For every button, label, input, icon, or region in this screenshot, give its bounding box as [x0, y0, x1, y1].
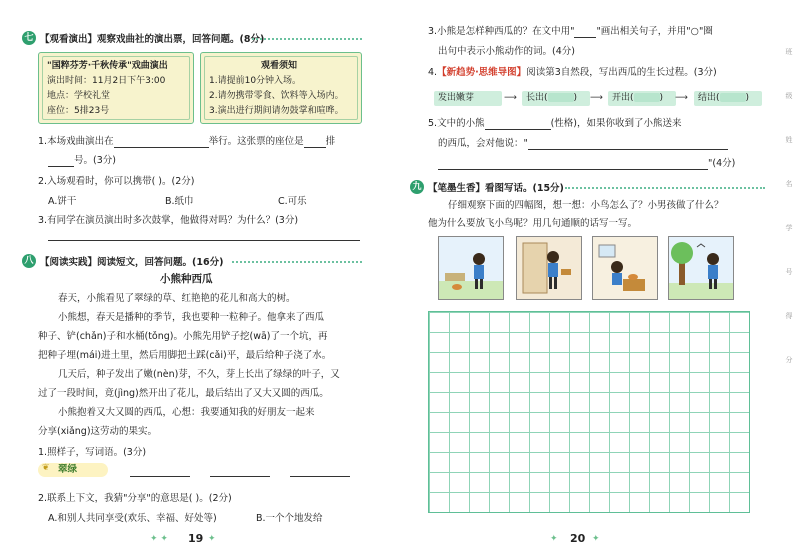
- question-8-1: 1.照样子，写词语。(3分): [38, 447, 147, 458]
- question-8-3-cont: 出句中表示小熊动作的词。(4分): [438, 46, 575, 57]
- answer-blank[interactable]: [304, 147, 326, 148]
- picture-2-boy-carries-bird: [516, 236, 582, 300]
- question-8-5: 5.文中的小熊 (性格)，如果你收到了小熊送来: [428, 118, 682, 129]
- story-paragraph: 小熊抱着又大又圆的西瓜，心想：我要通知我的好朋友一起来: [58, 407, 315, 418]
- answer-line[interactable]: [48, 230, 360, 241]
- question-8-5-cont: 的西瓜，会对他说：": [438, 137, 728, 150]
- story-title: 小熊种西瓜: [160, 273, 213, 285]
- question-8-4: 4.【新趋势·思维导图】阅读第3自然段，写出西瓜的生长过程。(3分): [428, 67, 717, 78]
- right-page: [400, 0, 800, 556]
- viewing-notice: [200, 52, 362, 124]
- leaf-icon: ✦: [208, 534, 216, 544]
- arrow-right-icon: ⟶: [675, 93, 688, 103]
- answer-blank[interactable]: [485, 129, 551, 130]
- question-8-2: 2.联系上下文，我猜"分享"的意思是( )。(2分): [38, 493, 232, 504]
- notice-item: 2.请勿携带零食、饮料等入场内。: [209, 91, 344, 101]
- question-7-1-cont: 号。(3分): [48, 154, 116, 167]
- option-a[interactable]: A.饼干: [48, 196, 77, 207]
- story-paragraph: 种子、铲(chǎn)子和水桶(tǒng)。小熊先用铲子挖(wā)了一个坑，再: [38, 331, 328, 342]
- notice-item: 1.请提前10分钟入场。: [209, 76, 302, 86]
- ticket-place: 地点：学校礼堂: [47, 91, 111, 101]
- story-paragraph: 小熊想，春天是播种的季节，我也要种一粒种子。他拿来了西瓜: [58, 312, 325, 323]
- section-divider: [565, 187, 765, 189]
- question-8-3: 3.小熊是怎样种西瓜的？在文中用" "画出相关句子，并用"○"圈: [428, 26, 713, 37]
- option-b[interactable]: B.一个个地发给: [256, 513, 323, 524]
- leaf-icon: ✦ ✦: [150, 534, 168, 544]
- binding-margin: 班 级 姓 名 学 号 得 分: [785, 48, 793, 364]
- picture-1-boy-sees-bird: [438, 236, 504, 300]
- page-number: 20: [570, 532, 586, 545]
- answer-blank[interactable]: [528, 149, 728, 150]
- arrow-right-icon: ⟶: [504, 93, 517, 103]
- answer-blank[interactable]: [114, 147, 209, 148]
- option-a[interactable]: A.和别人共同享受(欢乐、幸福、好处等): [48, 513, 217, 524]
- story-paragraph: 春天，小熊看见了翠绿的草、红艳艳的花儿和高大的树。: [58, 293, 296, 304]
- answer-blank[interactable]: [290, 466, 350, 477]
- answer-blank[interactable]: [130, 466, 190, 477]
- story-paragraph: 过了一段时间，竟(jìng)然开出了花儿，最后结出了又大又圆的西瓜。: [38, 388, 329, 399]
- section-divider: [232, 261, 362, 263]
- instruction-line: 仔细观察下面的四幅图，想一想：小鸟怎么了？小男孩做了什么？: [448, 200, 724, 211]
- writing-grid[interactable]: [428, 311, 750, 513]
- section-8-badge: 八: [22, 254, 36, 268]
- mindmap-node-leaves: 长出( ): [522, 91, 590, 106]
- question-8-5-end: "(4分): [438, 157, 735, 170]
- question-7-1: 1.本场戏曲演出在 举行。这张票的座位是 排: [38, 136, 336, 147]
- answer-blank[interactable]: [438, 169, 708, 170]
- section-9-badge: 九: [410, 180, 424, 194]
- option-b[interactable]: B.纸巾: [165, 196, 194, 207]
- arrow-right-icon: ⟶: [590, 93, 603, 103]
- section-7-badge: 七: [22, 31, 36, 45]
- picture-4-boy-frees-bird: [668, 236, 734, 300]
- section-8-title: 【阅读实践】阅读短文，回答问题。(16分): [40, 257, 224, 268]
- notice-title: 观看须知: [261, 61, 298, 71]
- mindmap-node-fruit: 结出( ): [694, 91, 762, 106]
- left-page: [0, 0, 392, 556]
- question-7-3: 3.有同学在演员演出时多次鼓掌，他做得对吗？为什么？(3分): [38, 215, 299, 226]
- section-divider: [252, 38, 362, 40]
- mindmap-node-sprout: 发出嫩芽: [434, 91, 502, 106]
- new-trend-tag: 【新趋势·思维导图】: [437, 67, 527, 78]
- story-paragraph: 把种子埋(mái)进土里，然后用脚把土踩(cǎi)平，最后给种子浇了水。: [38, 350, 332, 361]
- ticket-time: 演出时间：11月2日下午3:00: [47, 76, 166, 86]
- picture-3-boy-cares-bird: [592, 236, 658, 300]
- notice-item: 3.演出进行期间请勿鼓掌和喧哗。: [209, 106, 344, 116]
- wheat-icon: ❦: [42, 463, 50, 473]
- example-word: 翠绿: [58, 464, 78, 475]
- section-7-title: 【观看演出】观察戏曲社的演出票，回答问题。(8分): [40, 34, 265, 45]
- ticket-seat: 座位：5排23号: [47, 106, 110, 116]
- performance-ticket: [38, 52, 194, 124]
- answer-blank[interactable]: [48, 166, 74, 167]
- ticket-name: "国粹芬芳·千秋传承"戏曲演出: [47, 61, 168, 71]
- option-c[interactable]: C.可乐: [278, 196, 307, 207]
- instruction-line: 他为什么要放飞小鸟呢？用几句通顺的话写一写。: [428, 218, 638, 229]
- page-number: 19: [188, 532, 204, 545]
- story-paragraph: 几天后，种子发出了嫩(nèn)芽，不久，芽上长出了绿绿的叶子，又: [58, 369, 340, 380]
- leaf-icon: ✦: [592, 534, 600, 544]
- story-paragraph: 分享(xiǎng)这劳动的果实。: [38, 426, 158, 437]
- section-9-title: 【笔墨生香】看图写话。(15分): [428, 183, 564, 194]
- leaf-icon: ✦: [550, 534, 558, 544]
- mindmap-node-flowers: 开出( ): [608, 91, 676, 106]
- answer-blank[interactable]: [210, 466, 270, 477]
- question-7-2: 2.入场观看时，你可以携带( )。(2分): [38, 176, 195, 187]
